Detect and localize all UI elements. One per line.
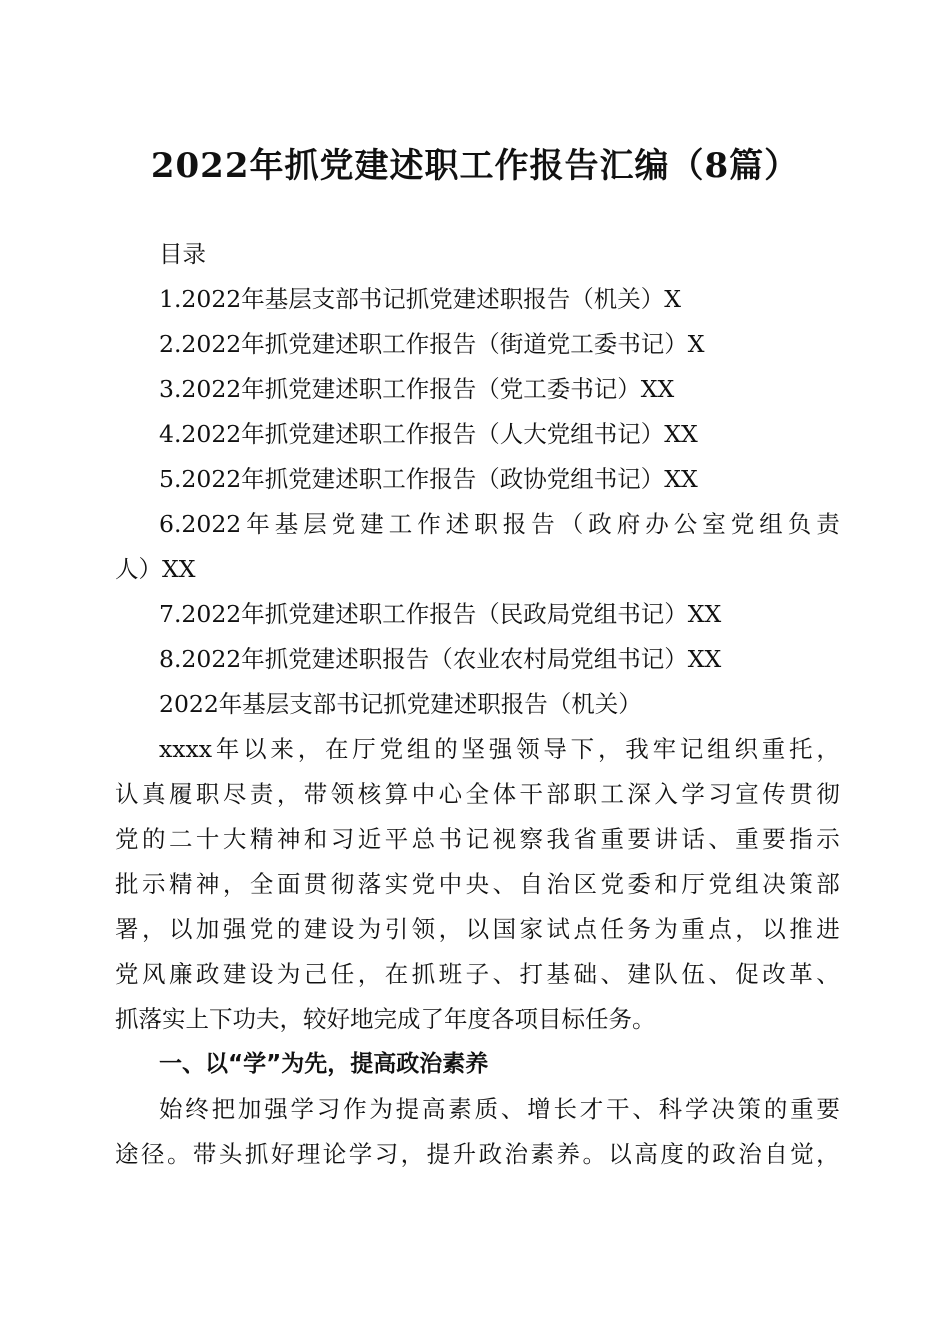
heading-1: 一、以“学”为先，提高政治素养 (159, 1051, 489, 1077)
toc-item: 1.2022年基层支部书记抓党建述职报告（机关）X (159, 285, 681, 313)
toc-item: 3.2022年抓党建述职工作报告（党工委书记）XX (159, 375, 675, 403)
toc-item: 7.2022年抓党建述职工作报告（民政局党组书记）XX (159, 600, 722, 628)
intro-line-last: 抓落实上下功夫，较好地完成了年度各项目标任务。 (115, 1005, 656, 1033)
toc-item: 4.2022年抓党建述职工作报告（人大党组书记）XX (159, 420, 698, 448)
intro-line: 批 示 精 神 ， 全 面 贯 彻 落 实 党 中 央 、 自 治 区 党 委 和 厅 党 组 决 策 部 (115, 870, 840, 898)
toc-item: 6.2022 年 基 层 党 建 工 作 述 职 报 告 （ 政 府 办 公 室 党 组 负 责 (159, 510, 840, 538)
intro-line: 认 真 履 职 尽 责 ， 带 领 核 算 中 心 全 体 干 部 职 工 深 入 学 习 宣 传 贯 彻 (115, 780, 840, 808)
intro-line: 党 的 二 十 大 精 神 和 习 近 平 总 书 记 视 察 我 省 重 要 讲 话 、 重 要 指 示 (115, 825, 840, 853)
intro-line: 署 ， 以 加 强 党 的 建 设 为 引 领 ， 以 国 家 试 点 任 务 为 重 点 ， 以 推 进 (115, 915, 840, 943)
paragraph-line: 始 终 把 加 强 学 习 作 为 提 高 素 质 、 增 长 才 干 、 科 学 决 策 的 重 要 (159, 1095, 840, 1123)
intro-line: 党 风 廉 政 建 设 为 己 任 ， 在 抓 班 子 、 打 基 础 、 建 队 伍 、 促 改 革 、 (115, 960, 840, 988)
toc-item: 2.2022年抓党建述职工作报告（街道党工委书记）X (159, 330, 705, 358)
toc-item: 5.2022年抓党建述职工作报告（政协党组书记）XX (159, 465, 698, 493)
toc-heading: 目录 (159, 240, 206, 268)
section-title: 2022年基层支部书记抓党建述职报告（机关） (159, 690, 642, 718)
toc-item: 8.2022年抓党建述职报告（农业农村局党组书记）XX (159, 645, 722, 673)
document-title: 2022年抓党建述职工作报告汇编（8篇） (150, 146, 800, 186)
document-body (115, 232, 840, 1177)
intro-line: xxxx 年 以 来 ， 在 厅 党 组 的 坚 强 领 导 下 ， 我 牢 记 组 织 重 托 ， (159, 735, 840, 763)
toc-item-continuation: 人）XX (115, 555, 196, 583)
paragraph-line: 途 径 。 带 头 抓 好 理 论 学 习 ， 提 升 政 治 素 养 。 以 高 度 的 政 治 自 觉 ， (115, 1140, 840, 1168)
